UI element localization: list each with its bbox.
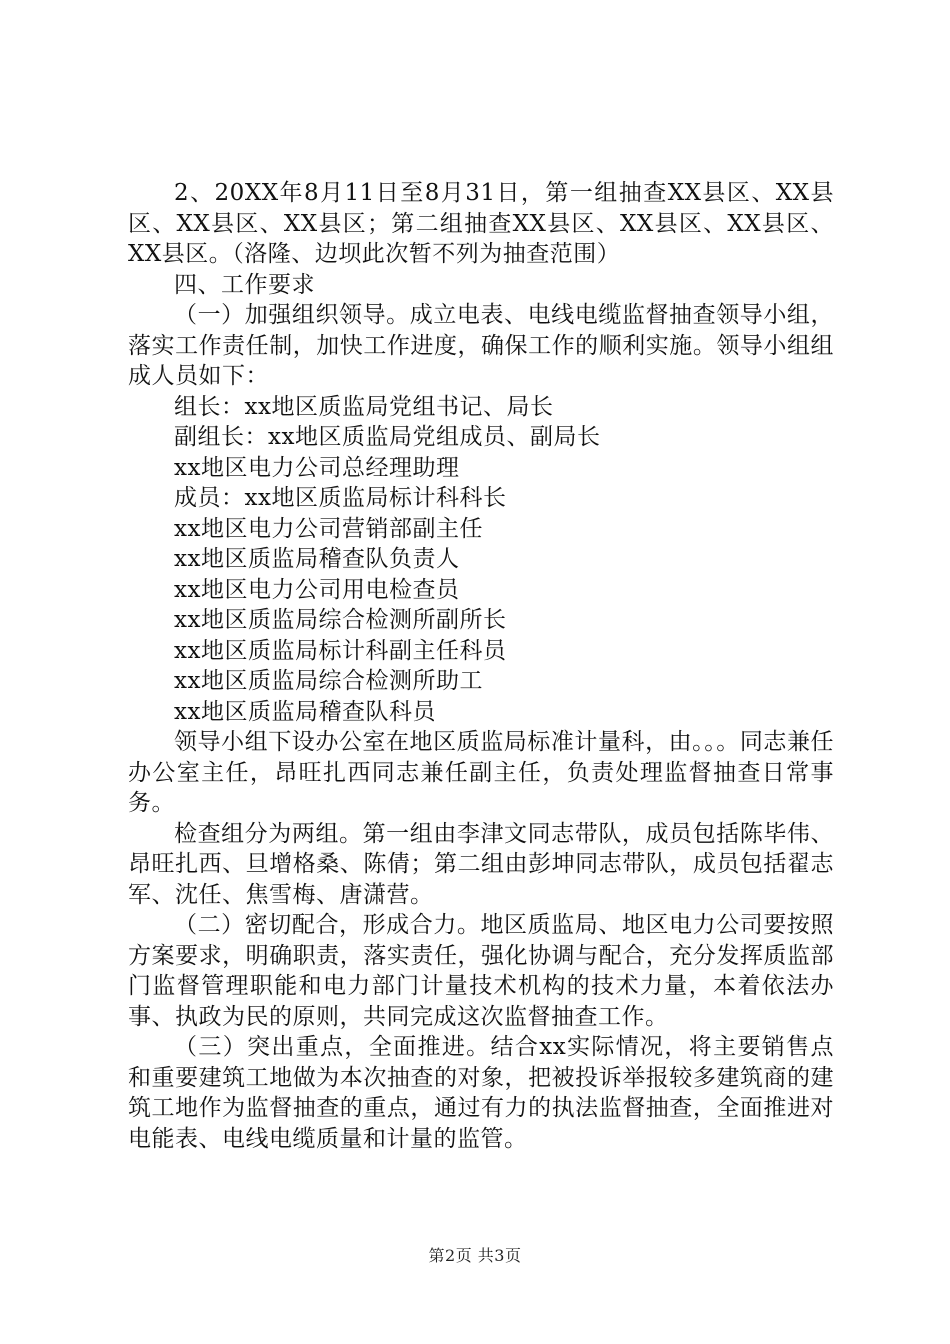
- member-line-power-inspector: xx地区电力公司用电检查员: [174, 576, 460, 603]
- paragraph-schedule: 2、20XX年8月11日至8月31日，第一组抽查XX县区、XX县区、XX县区、XX县区；第二组抽查XX县区、XX县区、XX县区、XX县区。（洛隆、边坝此次暂不列为抽查范围）: [128, 180, 834, 267]
- member-line-members: 成员：xx地区质监局标计科科长: [174, 485, 507, 511]
- paragraph-inspection-groups: 检查组分为两组。第一组由李津文同志带队，成员包括陈毕伟、昂旺扎西、旦增格桑、陈倩；第二组由彭坤同志带队，成员包括翟志军、沈任、焦雪梅、唐潇营。: [128, 820, 834, 908]
- page-number-footer: 第2页 共3页: [428, 1246, 522, 1265]
- member-line-metrology-staff: xx地区质监局标计科副主任科员: [174, 637, 507, 664]
- member-line-testing-assistant: xx地区质监局综合检测所助工: [174, 668, 483, 694]
- member-line-inspection-staff: xx地区质监局稽查队科员: [174, 698, 436, 725]
- paragraph-cooperation: （二）密切配合，形成合力。地区质监局、地区电力公司要按照方案要求，明确职责，落实责任，强化协调与配合，充分发挥质监部门监督管理职能和电力部门计量技术机构的技术力量，本着依法办事、执政为民的原则，共同完成这次监督抽查工作。: [128, 912, 834, 1030]
- paragraph-office: 领导小组下设办公室在地区质监局标准计量科，由。。。同志兼任办公室主任，昂旺扎西同志兼任副主任，负责处理监督抽查日常事务。: [128, 729, 834, 816]
- member-line-marketing: xx地区电力公司营销部副主任: [174, 515, 483, 542]
- member-line-leader: 组长：xx地区质监局党组书记、局长: [174, 393, 554, 420]
- heading-work-requirements: 四、工作要求: [174, 271, 315, 298]
- paragraph-organization: （一）加强组织领导。成立电表、电线电缆监督抽查领导小组，落实工作责任制，加快工作进度，确保工作的顺利实施。领导小组组成人员如下：: [128, 302, 834, 389]
- member-line-power-assistant: xx地区电力公司总经理助理: [174, 454, 460, 481]
- document-body: [128, 178, 834, 1154]
- member-line-testing-deputy: xx地区质监局综合检测所副所长: [174, 607, 507, 633]
- paragraph-key-points: （三）突出重点，全面推进。结合xx实际情况，将主要销售点和重要建筑工地做为本次抽查的对象，把被投诉举报较多建筑商的建筑工地作为监督抽查的重点，通过有力的执法监督抽查，全面推进对电能表、电线电缆质量和计量的监管。: [128, 1034, 834, 1152]
- member-line-inspection-head: xx地区质监局稽查队负责人: [174, 546, 460, 572]
- member-line-deputy-leader: 副组长：xx地区质监局党组成员、副局长: [174, 424, 601, 450]
